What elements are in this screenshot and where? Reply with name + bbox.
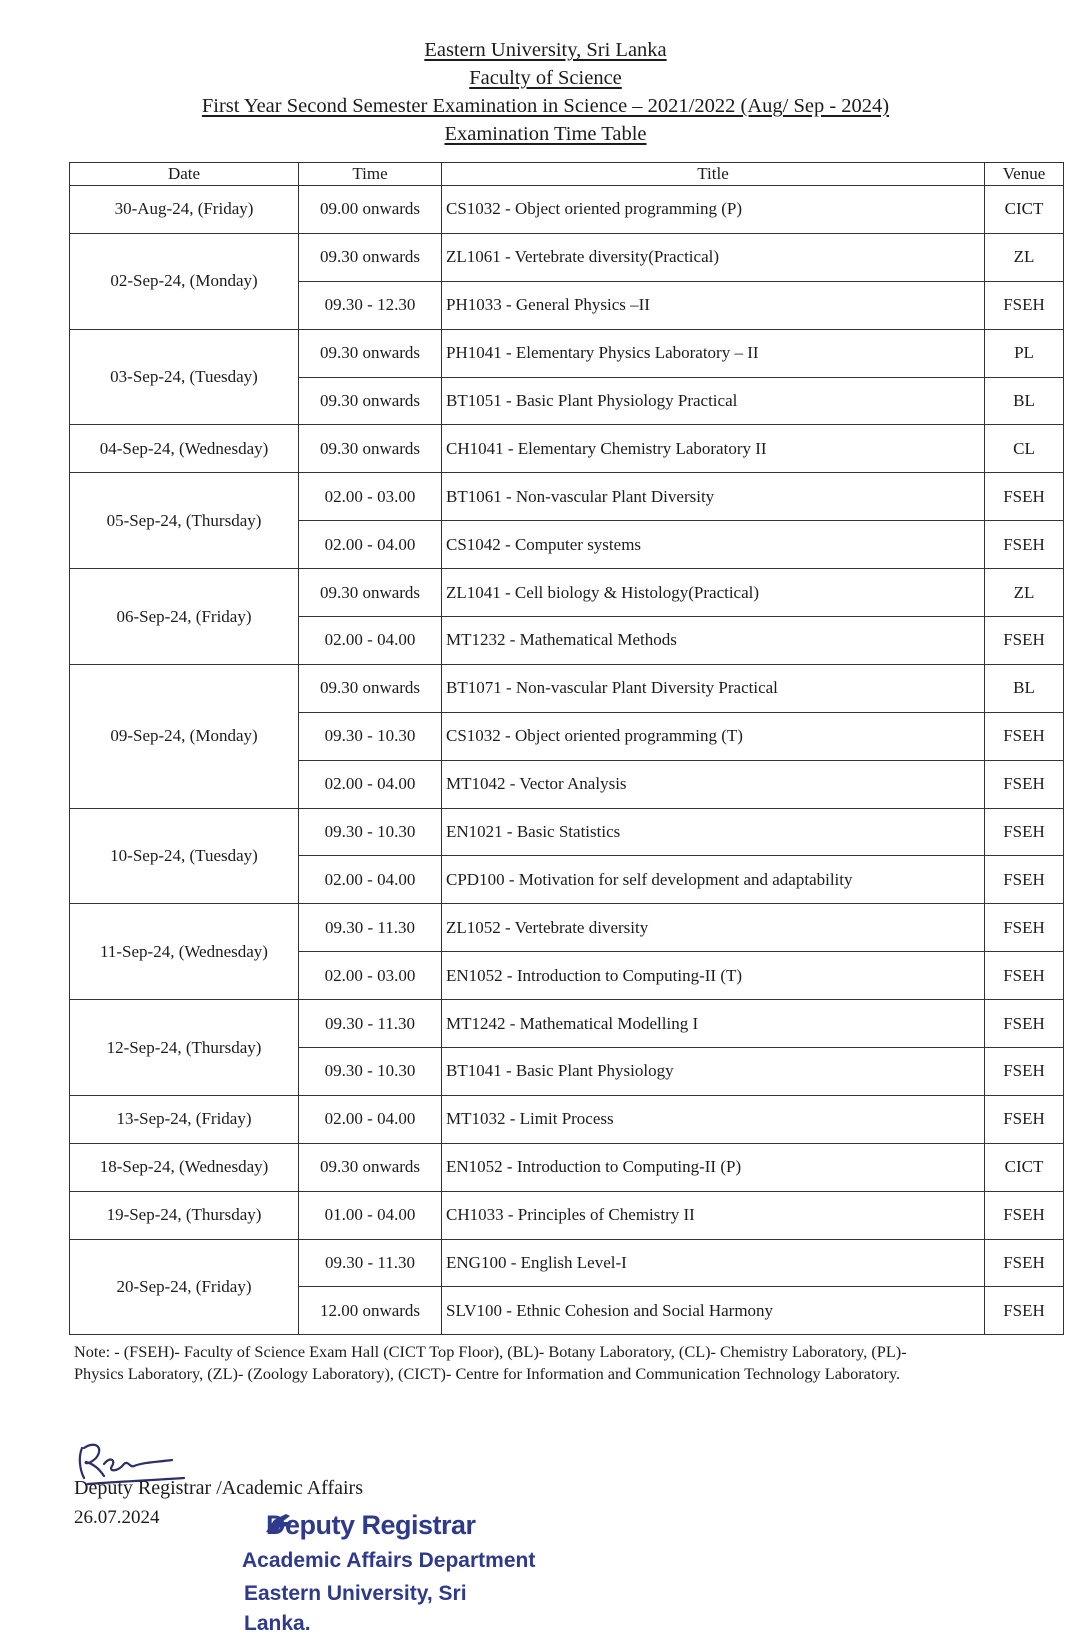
venue-cell: PL (985, 329, 1064, 377)
venue-cell: ZL (985, 233, 1064, 281)
date-cell: 02-Sep-24, (Monday) (70, 233, 299, 329)
title-cell: PH1033 - General Physics –II (442, 281, 985, 329)
title-cell: MT1042 - Vector Analysis (442, 760, 985, 808)
venue-cell: FSEH (985, 473, 1064, 521)
title-cell: CH1041 - Elementary Chemistry Laboratory II (442, 425, 985, 473)
date-cell: 12-Sep-24, (Thursday) (70, 1000, 299, 1096)
title-cell: ZL1052 - Vertebrate diversity (442, 904, 985, 952)
stamp-line-1: Deputy Registrar (266, 1510, 476, 1540)
title-cell: CH1033 - Principles of Chemistry II (442, 1191, 985, 1239)
venue-cell: FSEH (985, 281, 1064, 329)
date-cell: 30-Aug-24, (Friday) (70, 186, 299, 234)
venue-cell: FSEH (985, 856, 1064, 904)
date-cell: 18-Sep-24, (Wednesday) (70, 1143, 299, 1191)
table-row (70, 569, 1064, 617)
official-stamp (236, 1508, 536, 1639)
date-cell: 06-Sep-24, (Friday) (70, 569, 299, 665)
time-cell: 09.30 onwards (299, 425, 442, 473)
title-cell: MT1232 - Mathematical Methods (442, 617, 985, 665)
venue-cell: BL (985, 377, 1064, 425)
timetable-body (70, 186, 1064, 1335)
time-cell: 12.00 onwards (299, 1287, 442, 1335)
time-cell: 09.30 - 10.30 (299, 1048, 442, 1096)
time-cell: 09.00 onwards (299, 186, 442, 234)
time-cell: 09.30 onwards (299, 329, 442, 377)
venue-cell: FSEH (985, 521, 1064, 569)
venue-cell: FSEH (985, 1000, 1064, 1048)
venue-cell: FSEH (985, 1191, 1064, 1239)
date-cell: 20-Sep-24, (Friday) (70, 1239, 299, 1335)
time-cell: 02.00 - 03.00 (299, 473, 442, 521)
time-cell: 02.00 - 04.00 (299, 617, 442, 665)
table-header-row (70, 163, 1064, 186)
title-cell: SLV100 - Ethnic Cohesion and Social Harmony (442, 1287, 985, 1335)
title-cell: EN1052 - Introduction to Computing-II (P) (442, 1143, 985, 1191)
time-cell: 09.30 onwards (299, 1143, 442, 1191)
venue-cell: FSEH (985, 904, 1064, 952)
title-cell: CPD100 - Motivation for self development and adaptability (442, 856, 985, 904)
venue-cell: FSEH (985, 712, 1064, 760)
time-cell: 09.30 - 10.30 (299, 712, 442, 760)
table-row (70, 1143, 1064, 1191)
table-row (70, 425, 1064, 473)
venue-cell: CICT (985, 186, 1064, 234)
time-cell: 09.30 - 11.30 (299, 1239, 442, 1287)
venue-cell: FSEH (985, 808, 1064, 856)
title-cell: BT1071 - Non-vascular Plant Diversity Practical (442, 664, 985, 712)
title-cell: MT1032 - Limit Process (442, 1095, 985, 1143)
venue-cell: FSEH (985, 1095, 1064, 1143)
table-row (70, 1095, 1064, 1143)
date-cell: 04-Sep-24, (Wednesday) (70, 425, 299, 473)
table-row (70, 186, 1064, 234)
table-row (70, 1239, 1064, 1287)
stamp-line-3: Eastern University, Sri Lanka. (244, 1582, 467, 1635)
venue-note: Note: - (FSEH)- Faculty of Science Exam Hall (CICT Top Floor), (BL)- Botany Laboratory, (CL)- Chemistry Laboratory, (PL)- Physics Laboratory, (ZL)- (Zoology Laboratory), (CICT)- Centre for Information and Communication Technology Laboratory. (74, 1342, 907, 1383)
table-row (70, 329, 1064, 377)
time-cell: 02.00 - 04.00 (299, 760, 442, 808)
venue-cell: FSEH (985, 952, 1064, 1000)
table-row (70, 1000, 1064, 1048)
table-row (70, 1191, 1064, 1239)
title-cell: ZL1041 - Cell biology & Histology(Practical) (442, 569, 985, 617)
title-cell: BT1051 - Basic Plant Physiology Practical (442, 377, 985, 425)
title-cell: ENG100 - English Level-I (442, 1239, 985, 1287)
date-cell: 19-Sep-24, (Thursday) (70, 1191, 299, 1239)
venue-cell: FSEH (985, 617, 1064, 665)
time-cell: 09.30 - 10.30 (299, 808, 442, 856)
table-row (70, 904, 1064, 952)
column-header-time: Time (299, 163, 442, 186)
title-cell: BT1061 - Non-vascular Plant Diversity (442, 473, 985, 521)
column-header-date: Date (70, 163, 299, 186)
title-cell: ZL1061 - Vertebrate diversity(Practical) (442, 233, 985, 281)
time-cell: 09.30 onwards (299, 233, 442, 281)
title-cell: PH1041 - Elementary Physics Laboratory – II (442, 329, 985, 377)
date-cell: 05-Sep-24, (Thursday) (70, 473, 299, 569)
table-row (70, 808, 1064, 856)
title-cell: EN1021 - Basic Statistics (442, 808, 985, 856)
time-cell: 02.00 - 04.00 (299, 856, 442, 904)
date-cell: 10-Sep-24, (Tuesday) (70, 808, 299, 904)
date-cell: 09-Sep-24, (Monday) (70, 664, 299, 808)
title-cell: CS1032 - Object oriented programming (T) (442, 712, 985, 760)
time-cell: 09.30 onwards (299, 664, 442, 712)
title-cell: MT1242 - Mathematical Modelling I (442, 1000, 985, 1048)
table-row (70, 473, 1064, 521)
time-cell: 09.30 - 11.30 (299, 1000, 442, 1048)
venue-cell: CL (985, 425, 1064, 473)
venue-cell: ZL (985, 569, 1064, 617)
signoff-date: 26.07.2024 (74, 1507, 160, 1528)
venue-cell: FSEH (985, 1287, 1064, 1335)
venue-cell: FSEH (985, 1048, 1064, 1096)
date-cell: 13-Sep-24, (Friday) (70, 1095, 299, 1143)
table-row (70, 664, 1064, 712)
time-cell: 09.30 - 11.30 (299, 904, 442, 952)
title-cell: CS1032 - Object oriented programming (P) (442, 186, 985, 234)
column-header-title: Title (442, 163, 985, 186)
date-cell: 03-Sep-24, (Tuesday) (70, 329, 299, 425)
signatory-title: Deputy Registrar /Academic Affairs (74, 1477, 363, 1499)
time-cell: 09.30 onwards (299, 377, 442, 425)
time-cell: 02.00 - 04.00 (299, 521, 442, 569)
document-header (0, 36, 1091, 148)
date-cell: 11-Sep-24, (Wednesday) (70, 904, 299, 1000)
time-cell: 09.30 - 12.30 (299, 281, 442, 329)
time-cell: 02.00 - 03.00 (299, 952, 442, 1000)
table-row (70, 233, 1064, 281)
venue-cell: BL (985, 664, 1064, 712)
time-cell: 01.00 - 04.00 (299, 1191, 442, 1239)
title-cell: BT1041 - Basic Plant Physiology (442, 1048, 985, 1096)
title-cell: CS1042 - Computer systems (442, 521, 985, 569)
time-cell: 02.00 - 04.00 (299, 1095, 442, 1143)
column-header-venue: Venue (985, 163, 1064, 186)
venue-cell: FSEH (985, 1239, 1064, 1287)
venue-cell: FSEH (985, 760, 1064, 808)
title-cell: EN1052 - Introduction to Computing-II (T) (442, 952, 985, 1000)
document-title: Examination Time Table (444, 123, 647, 145)
venue-cell: CICT (985, 1143, 1064, 1191)
faculty-name: Faculty of Science (469, 67, 622, 89)
exam-timetable (69, 162, 1064, 1335)
university-name: Eastern University, Sri Lanka (424, 39, 667, 61)
time-cell: 09.30 onwards (299, 569, 442, 617)
exam-name: First Year Second Semester Examination in Science – 2021/2022 (Aug/ Sep - 2024) (201, 95, 890, 117)
stamp-line-2: Academic Affairs Department (242, 1549, 536, 1572)
